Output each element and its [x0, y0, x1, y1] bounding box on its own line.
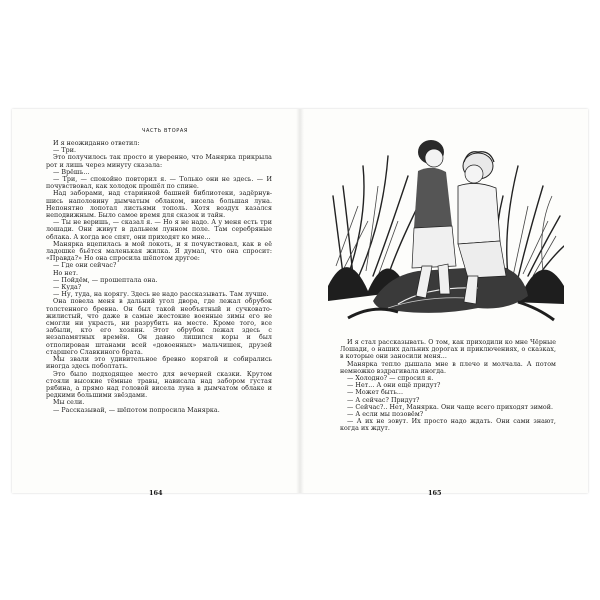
paragraph: Это получилось так просто и уверенно, что Манярка прикрыла рот и лишь через минуту сказала: — [46, 154, 272, 169]
paragraph: Над заборами, над старинной башней библиотеки, задёрнувшись наполовину дымчатым облаком, висела большая луна. Непонятно лопотал листьями тополь. Хотя воздух казался неподвижным. Было самое время для сказок и тайн. — [46, 190, 272, 220]
paragraph: — Ну, туда, на корягу. Здесь не надо рассказывать. Там лучше. — [53, 291, 269, 299]
right-page-number: 165 — [428, 489, 442, 497]
paragraph: Мы звали это удивительное бревно корягой и собирались иногда здесь поболтать. — [46, 356, 272, 371]
left-page-text — [46, 140, 272, 414]
paragraph: — Три. — [53, 147, 77, 155]
paragraph: — Пойдём, — прошептала она. — [53, 276, 158, 284]
paragraph: — А сейчас? Придут? — [347, 396, 420, 404]
paragraph: Манярка тепло дышала мне в плечо и молчала. А потом немножко вздрагивала иногда. — [340, 360, 556, 375]
right-page-text — [340, 339, 556, 433]
paragraph: — Где они сейчас? — [53, 262, 117, 270]
paragraph: — Куда? — [53, 284, 82, 292]
paragraph: — Холодно? — спросил я. — [347, 375, 434, 383]
paragraph: — Нет... А они ещё придут? — [347, 382, 441, 390]
right-page — [300, 109, 588, 497]
paragraph: Она повела меня в дальний угол двора, где лежал обрубок толстенного бревна. Он был такой необъятный и сучковато-жилистый, что даже в самые жестокие военные зимы его не смогли ни украсть, ни разрубить на месте. Кроме того, все забыли, кто его хозяин. Этот обрубок лежал здесь с незапамятных времён. Он давно лишился коры и был отполирован штанами всей «довоенных» мальчишек, друзей старшего Славкиного брата. — [46, 298, 272, 356]
book-spread — [12, 109, 588, 497]
running-head: ЧАСТЬ ВТОРАЯ — [142, 128, 188, 134]
paragraph: Но нет. — [53, 269, 79, 277]
paragraph: И я стал рассказывать. О том, как приходили ко мне Чёрные Лошади, о наших дальних дорогах и приключениях, о сказках, в которые они заносили меня... — [340, 339, 556, 361]
left-page-number: 164 — [149, 489, 163, 497]
paragraph: И я неожиданно ответил: — [53, 140, 140, 147]
paragraph: — А если мы позовём? — [347, 411, 424, 419]
paragraph: — Ты не веришь, — сказал я. — Но я не надо. А у меня есть три лошади. Они живут в дальнем лунном поле. Там серебряные облака. А когда все спят, они приходят ко мне... — [46, 219, 272, 241]
paragraph: — Сейчас?.. Нет, Манярка. Они чаще всего приходят зимой. — [347, 403, 554, 411]
paragraph: — Рассказывай, — шёпотом попросила Манярка. — [53, 406, 220, 414]
paragraph: Мы сели. — [53, 399, 85, 407]
paragraph: Это было подходящее место для вечерней сказки. Крутом стояли высокие тёмные травы, нависала над забором густая рябина, а прямо над головой висела луна в дымчатом облаке и редкими большими звёздами. — [46, 370, 272, 400]
paragraph: — Врёшь... — [53, 168, 90, 176]
paragraph: — А их не зовут. Их просто надо ждать. Они сами знают, когда их ждут. — [340, 418, 556, 433]
left-page — [12, 109, 300, 497]
paragraph: — Может быть... — [347, 389, 404, 397]
paragraph: — Три, — спокойно повторил я. — Только они не здесь. — И почувствовал, как холодок прошёл по спине. — [46, 176, 272, 191]
paragraph: Манярка вцепилась в мой локоть, и я почувствовал, как в её ладошке бьётся маленькая жилка. Я думал, что она спросит: «Правда?» Но она спросила шёпотом другое: — [46, 240, 272, 263]
illustration-boys-on-stump — [328, 126, 564, 322]
